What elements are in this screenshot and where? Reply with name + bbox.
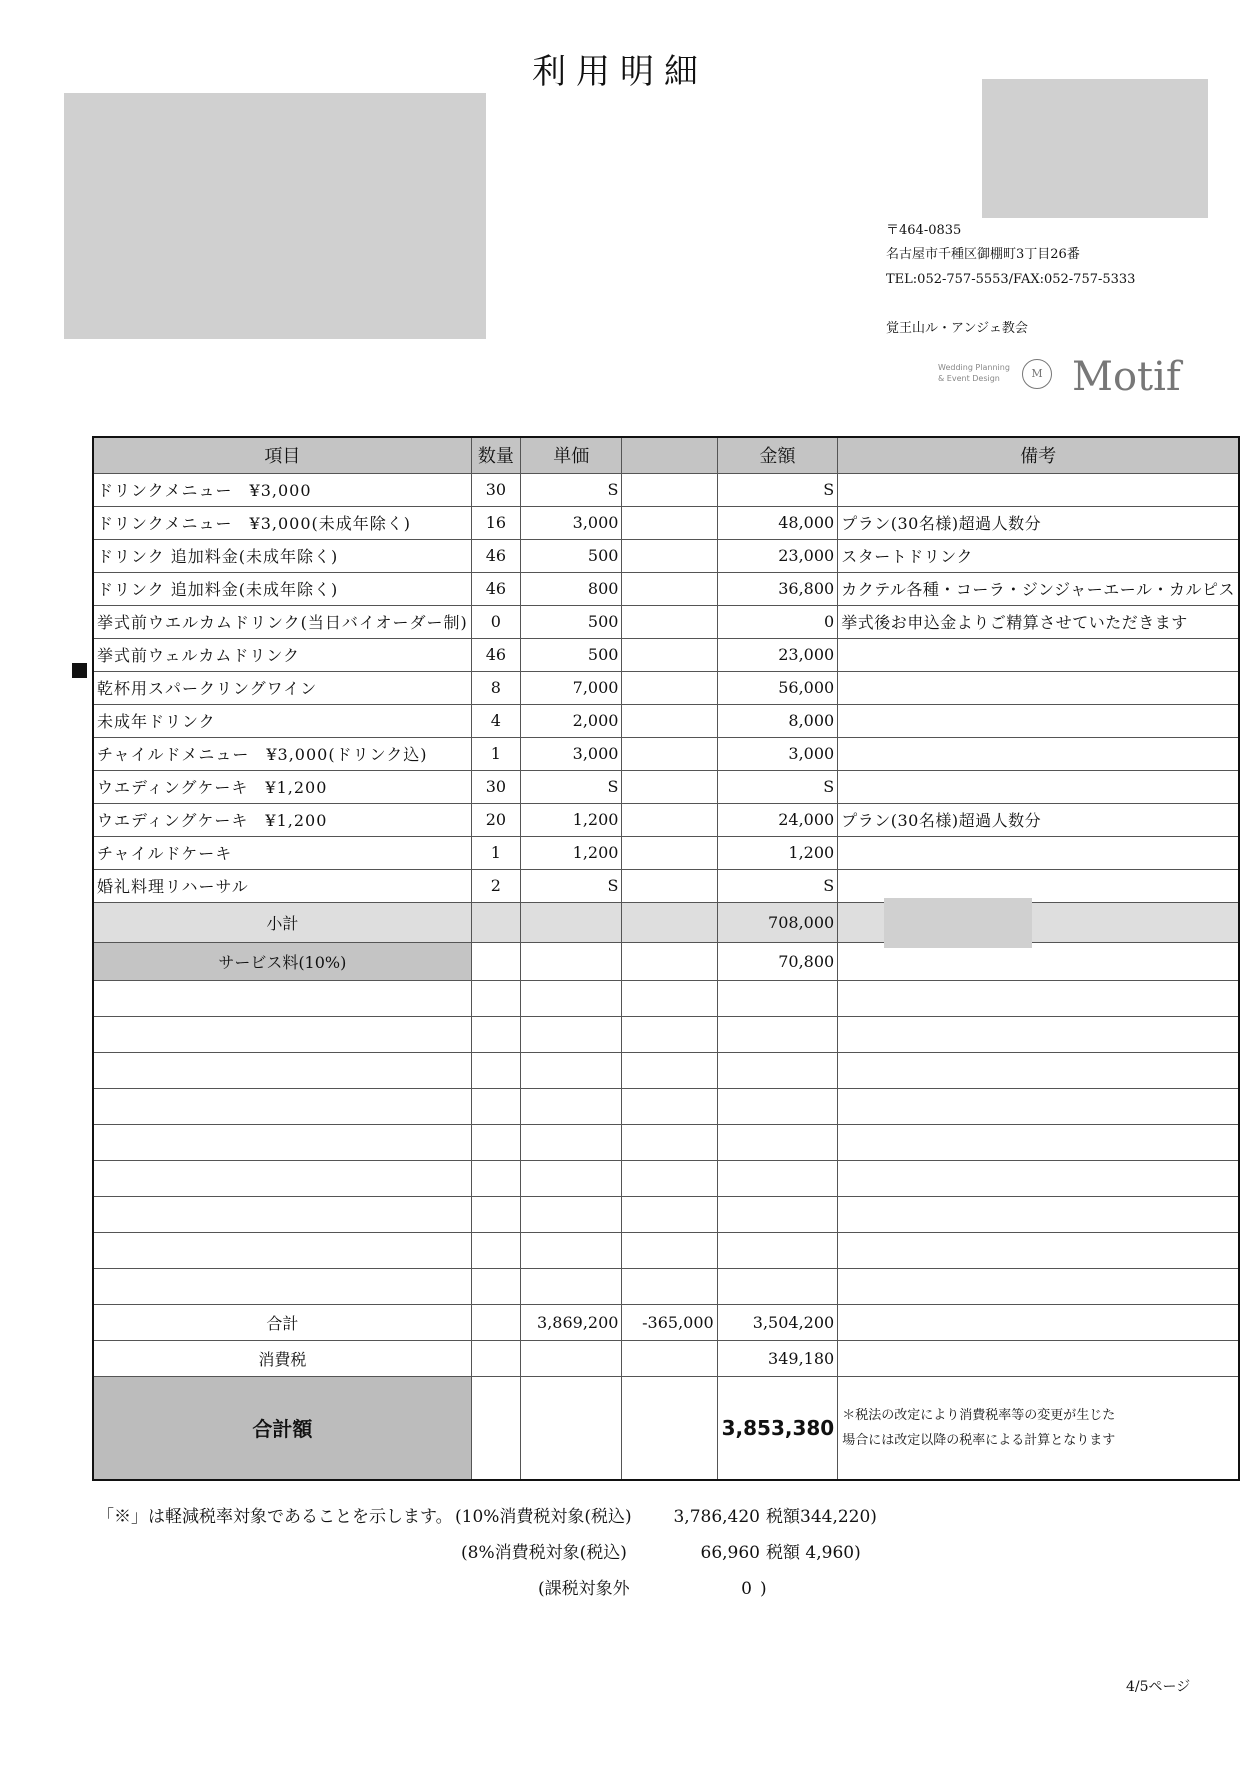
note bbox=[838, 638, 1239, 671]
blank-cell bbox=[521, 1160, 622, 1196]
total-qty bbox=[471, 1304, 520, 1340]
service-unit bbox=[521, 942, 622, 980]
row-marker-icon bbox=[72, 663, 87, 678]
discount bbox=[622, 704, 717, 737]
footer-10pct-amount: 3,786,420 bbox=[673, 1507, 760, 1527]
note: 挙式後お申込金よりご精算させていただきます bbox=[838, 605, 1239, 638]
amount: S bbox=[717, 770, 838, 803]
tax-note-line1: ＊税法の改定により消費税率等の変更が生じた bbox=[842, 1407, 1116, 1423]
quantity: 1 bbox=[471, 737, 520, 770]
blank-cell bbox=[93, 980, 471, 1016]
item-name: 挙式前ウエルカムドリンク(当日バイオーダー制) bbox=[93, 605, 471, 638]
note bbox=[838, 737, 1239, 770]
amount: 23,000 bbox=[717, 539, 838, 572]
logo-tagline: Wedding Planning & Event Design bbox=[938, 363, 1010, 383]
blank-cell bbox=[717, 1160, 838, 1196]
blank-cell bbox=[622, 1124, 717, 1160]
logo-mark-icon: M bbox=[1022, 359, 1052, 389]
blank-row bbox=[93, 1196, 1239, 1232]
item-name: ドリンクメニュー ¥3,000(未成年除く) bbox=[93, 506, 471, 539]
quantity: 20 bbox=[471, 803, 520, 836]
grand-discount bbox=[622, 1376, 717, 1480]
amount: 56,000 bbox=[717, 671, 838, 704]
blank-cell bbox=[471, 1160, 520, 1196]
item-name: チャイルドケーキ bbox=[93, 836, 471, 869]
note: スタートドリンク bbox=[838, 539, 1239, 572]
quantity: 46 bbox=[471, 638, 520, 671]
blank-cell bbox=[838, 1088, 1239, 1124]
grand-total-amount: 3,853,380 bbox=[717, 1376, 838, 1480]
item-name: 挙式前ウェルカムドリンク bbox=[93, 638, 471, 671]
item-name: ウエディングケーキ ¥1,200 bbox=[93, 770, 471, 803]
service-discount bbox=[622, 942, 717, 980]
table-row bbox=[93, 638, 1239, 671]
footer-8pct-amount: 66,960 bbox=[700, 1543, 760, 1563]
grand-total-row bbox=[93, 1376, 1239, 1480]
unit-price: 7,000 bbox=[521, 671, 622, 704]
table-row bbox=[93, 803, 1239, 836]
blank-cell bbox=[93, 1088, 471, 1124]
unit-price: 500 bbox=[521, 605, 622, 638]
blank-cell bbox=[838, 1124, 1239, 1160]
service-qty bbox=[471, 942, 520, 980]
header-amount: 金額 bbox=[717, 437, 838, 473]
blank-cell bbox=[93, 1232, 471, 1268]
phone-fax: TEL:052-757-5553/FAX:052-757-5333 bbox=[886, 272, 1136, 287]
quantity: 16 bbox=[471, 506, 520, 539]
blank-cell bbox=[93, 1268, 471, 1304]
discount bbox=[622, 671, 717, 704]
tax-unit bbox=[521, 1340, 622, 1376]
unit-price: 3,000 bbox=[521, 506, 622, 539]
unit-price: 1,200 bbox=[521, 803, 622, 836]
table-row bbox=[93, 770, 1239, 803]
blank-cell bbox=[471, 980, 520, 1016]
total-amount: 3,504,200 bbox=[717, 1304, 838, 1340]
motif-logo bbox=[938, 356, 1188, 398]
table-row bbox=[93, 605, 1239, 638]
footer-exempt-label: (課税対象外 bbox=[538, 1579, 630, 1599]
quantity: 30 bbox=[471, 770, 520, 803]
blank-cell bbox=[717, 1124, 838, 1160]
grand-total-label: 合計額 bbox=[93, 1376, 471, 1480]
blank-cell bbox=[622, 1268, 717, 1304]
blank-cell bbox=[622, 1232, 717, 1268]
amount: 24,000 bbox=[717, 803, 838, 836]
blank-cell bbox=[471, 1052, 520, 1088]
venue-name: 覚王山ル・アンジェ教会 bbox=[886, 321, 1028, 336]
discount bbox=[622, 605, 717, 638]
footer-exempt-close: ) bbox=[760, 1579, 767, 1599]
item-name: 乾杯用スパークリングワイン bbox=[93, 671, 471, 704]
item-name: ドリンク 追加料金(未成年除く) bbox=[93, 539, 471, 572]
table-row bbox=[93, 869, 1239, 902]
discount bbox=[622, 638, 717, 671]
quantity: 2 bbox=[471, 869, 520, 902]
blank-cell bbox=[622, 1160, 717, 1196]
footer-10pct-tax: 税額344,220) bbox=[766, 1507, 877, 1527]
discount bbox=[622, 506, 717, 539]
discount bbox=[622, 737, 717, 770]
blank-row bbox=[93, 980, 1239, 1016]
amount: 1,200 bbox=[717, 836, 838, 869]
amount: S bbox=[717, 869, 838, 902]
header-blank bbox=[622, 437, 717, 473]
tax-note bbox=[838, 1340, 1239, 1376]
total-row bbox=[93, 1304, 1239, 1340]
amount: 48,000 bbox=[717, 506, 838, 539]
quantity: 0 bbox=[471, 605, 520, 638]
blank-cell bbox=[521, 1124, 622, 1160]
blank-cell bbox=[521, 1052, 622, 1088]
blank-cell bbox=[717, 1052, 838, 1088]
tax-discount bbox=[622, 1340, 717, 1376]
blank-row bbox=[93, 1268, 1239, 1304]
service-charge-row bbox=[93, 942, 1239, 980]
quantity: 46 bbox=[471, 539, 520, 572]
amount: S bbox=[717, 473, 838, 506]
subtotal-row bbox=[93, 902, 1239, 942]
document-title: 利用明細 bbox=[532, 52, 708, 92]
tax-amount: 349,180 bbox=[717, 1340, 838, 1376]
blank-cell bbox=[622, 980, 717, 1016]
discount bbox=[622, 473, 717, 506]
table-header bbox=[93, 437, 1239, 473]
subtotal-amount: 708,000 bbox=[717, 902, 838, 942]
amount: 8,000 bbox=[717, 704, 838, 737]
quantity: 1 bbox=[471, 836, 520, 869]
amount: 36,800 bbox=[717, 572, 838, 605]
blank-cell bbox=[521, 980, 622, 1016]
blank-cell bbox=[471, 1016, 520, 1052]
grand-qty bbox=[471, 1376, 520, 1480]
total-note bbox=[838, 1304, 1239, 1340]
unit-price: 2,000 bbox=[521, 704, 622, 737]
note: カクテル各種・コーラ・ジンジャーエール・カルピス bbox=[838, 572, 1239, 605]
discount bbox=[622, 803, 717, 836]
quantity: 4 bbox=[471, 704, 520, 737]
blank-cell bbox=[622, 1016, 717, 1052]
subtotal-unit bbox=[521, 902, 622, 942]
blank-cell bbox=[717, 1268, 838, 1304]
table-row bbox=[93, 506, 1239, 539]
blank-cell bbox=[622, 1088, 717, 1124]
amount: 3,000 bbox=[717, 737, 838, 770]
subtotal-label: 小計 bbox=[93, 902, 471, 942]
note bbox=[838, 671, 1239, 704]
unit-price: S bbox=[521, 770, 622, 803]
grand-unit bbox=[521, 1376, 622, 1480]
item-name: ドリンクメニュー ¥3,000 bbox=[93, 473, 471, 506]
blank-row bbox=[93, 1052, 1239, 1088]
blank-row bbox=[93, 1088, 1239, 1124]
note bbox=[838, 770, 1239, 803]
blank-cell bbox=[717, 1196, 838, 1232]
blank-cell bbox=[838, 1196, 1239, 1232]
item-name: ドリンク 追加料金(未成年除く) bbox=[93, 572, 471, 605]
page-number: 4/5ページ bbox=[1126, 1679, 1191, 1695]
header-qty: 数量 bbox=[471, 437, 520, 473]
blank-cell bbox=[521, 1268, 622, 1304]
quantity: 46 bbox=[471, 572, 520, 605]
quantity: 8 bbox=[471, 671, 520, 704]
service-charge-label: サービス料(10%) bbox=[93, 942, 471, 980]
discount bbox=[622, 869, 717, 902]
grand-total-note bbox=[838, 1376, 1239, 1480]
blank-cell bbox=[471, 1268, 520, 1304]
tax-note-line2: 場合には改定以降の税率による計算となります bbox=[842, 1432, 1116, 1448]
discount bbox=[622, 836, 717, 869]
blank-cell bbox=[838, 1052, 1239, 1088]
total-label: 合計 bbox=[93, 1304, 471, 1340]
redacted-note-cell bbox=[884, 898, 1032, 948]
item-name: チャイルドメニュー ¥3,000(ドリンク込) bbox=[93, 737, 471, 770]
unit-price: 800 bbox=[521, 572, 622, 605]
blank-cell bbox=[521, 1088, 622, 1124]
amount: 23,000 bbox=[717, 638, 838, 671]
tax-label: 消費税 bbox=[93, 1340, 471, 1376]
postal-code: 〒464-0835 bbox=[886, 223, 962, 238]
note: プラン(30名様)超過人数分 bbox=[838, 803, 1239, 836]
total-discount: -365,000 bbox=[622, 1304, 717, 1340]
blank-cell bbox=[93, 1124, 471, 1160]
footer-10pct-label: (10%消費税対象(税込) bbox=[455, 1507, 632, 1527]
discount bbox=[622, 539, 717, 572]
blank-cell bbox=[93, 1196, 471, 1232]
unit-price: S bbox=[521, 473, 622, 506]
header-note: 備考 bbox=[838, 437, 1239, 473]
unit-price: 1,200 bbox=[521, 836, 622, 869]
blank-cell bbox=[521, 1016, 622, 1052]
amount: 0 bbox=[717, 605, 838, 638]
unit-price: 500 bbox=[521, 638, 622, 671]
note bbox=[838, 836, 1239, 869]
subtotal-discount bbox=[622, 902, 717, 942]
blank-cell bbox=[93, 1016, 471, 1052]
blank-cell bbox=[93, 1052, 471, 1088]
table-row bbox=[93, 737, 1239, 770]
service-charge-amount: 70,800 bbox=[717, 942, 838, 980]
blank-cell bbox=[717, 1232, 838, 1268]
tax-row bbox=[93, 1340, 1239, 1376]
footer-exempt-amount: 0 bbox=[741, 1579, 752, 1599]
footer-notice: 「※」は軽減税率対象であることを示します。 bbox=[97, 1507, 453, 1527]
logo-wordmark: Motif bbox=[1072, 354, 1181, 400]
discount bbox=[622, 572, 717, 605]
header-unit-price: 単価 bbox=[521, 437, 622, 473]
note bbox=[838, 704, 1239, 737]
blank-row bbox=[93, 1016, 1239, 1052]
blank-cell bbox=[838, 1016, 1239, 1052]
blank-cell bbox=[471, 1088, 520, 1124]
blank-row bbox=[93, 1232, 1239, 1268]
table-row bbox=[93, 572, 1239, 605]
blank-cell bbox=[622, 1196, 717, 1232]
footer-8pct-label: (8%消費税対象(税込) bbox=[461, 1543, 627, 1563]
redacted-block-left bbox=[64, 93, 486, 339]
discount bbox=[622, 770, 717, 803]
blank-cell bbox=[838, 1268, 1239, 1304]
tax-qty bbox=[471, 1340, 520, 1376]
blank-cell bbox=[471, 1196, 520, 1232]
table-row bbox=[93, 473, 1239, 506]
blank-cell bbox=[838, 1160, 1239, 1196]
item-name: 未成年ドリンク bbox=[93, 704, 471, 737]
table-row bbox=[93, 671, 1239, 704]
table-row bbox=[93, 539, 1239, 572]
blank-row bbox=[93, 1124, 1239, 1160]
blank-row bbox=[93, 1160, 1239, 1196]
total-unit: 3,869,200 bbox=[521, 1304, 622, 1340]
blank-cell bbox=[717, 1088, 838, 1124]
footer-8pct-tax: 税額 4,960) bbox=[766, 1543, 861, 1563]
table-row bbox=[93, 704, 1239, 737]
blank-cell bbox=[622, 1052, 717, 1088]
item-name: 婚礼料理リハーサル bbox=[93, 869, 471, 902]
blank-cell bbox=[838, 1232, 1239, 1268]
table-row bbox=[93, 836, 1239, 869]
blank-cell bbox=[521, 1196, 622, 1232]
subtotal-qty bbox=[471, 902, 520, 942]
blank-cell bbox=[471, 1124, 520, 1160]
blank-cell bbox=[93, 1160, 471, 1196]
blank-cell bbox=[717, 1016, 838, 1052]
unit-price: S bbox=[521, 869, 622, 902]
street-address: 名古屋市千種区御棚町3丁目26番 bbox=[886, 247, 1080, 262]
redacted-block-right bbox=[982, 79, 1208, 218]
blank-cell bbox=[471, 1232, 520, 1268]
blank-cell bbox=[521, 1232, 622, 1268]
header-item: 項目 bbox=[93, 437, 471, 473]
note bbox=[838, 473, 1239, 506]
unit-price: 500 bbox=[521, 539, 622, 572]
blank-cell bbox=[838, 980, 1239, 1016]
quantity: 30 bbox=[471, 473, 520, 506]
note: プラン(30名様)超過人数分 bbox=[838, 506, 1239, 539]
item-name: ウエディングケーキ ¥1,200 bbox=[93, 803, 471, 836]
blank-cell bbox=[717, 980, 838, 1016]
unit-price: 3,000 bbox=[521, 737, 622, 770]
statement-table bbox=[92, 436, 1240, 1481]
